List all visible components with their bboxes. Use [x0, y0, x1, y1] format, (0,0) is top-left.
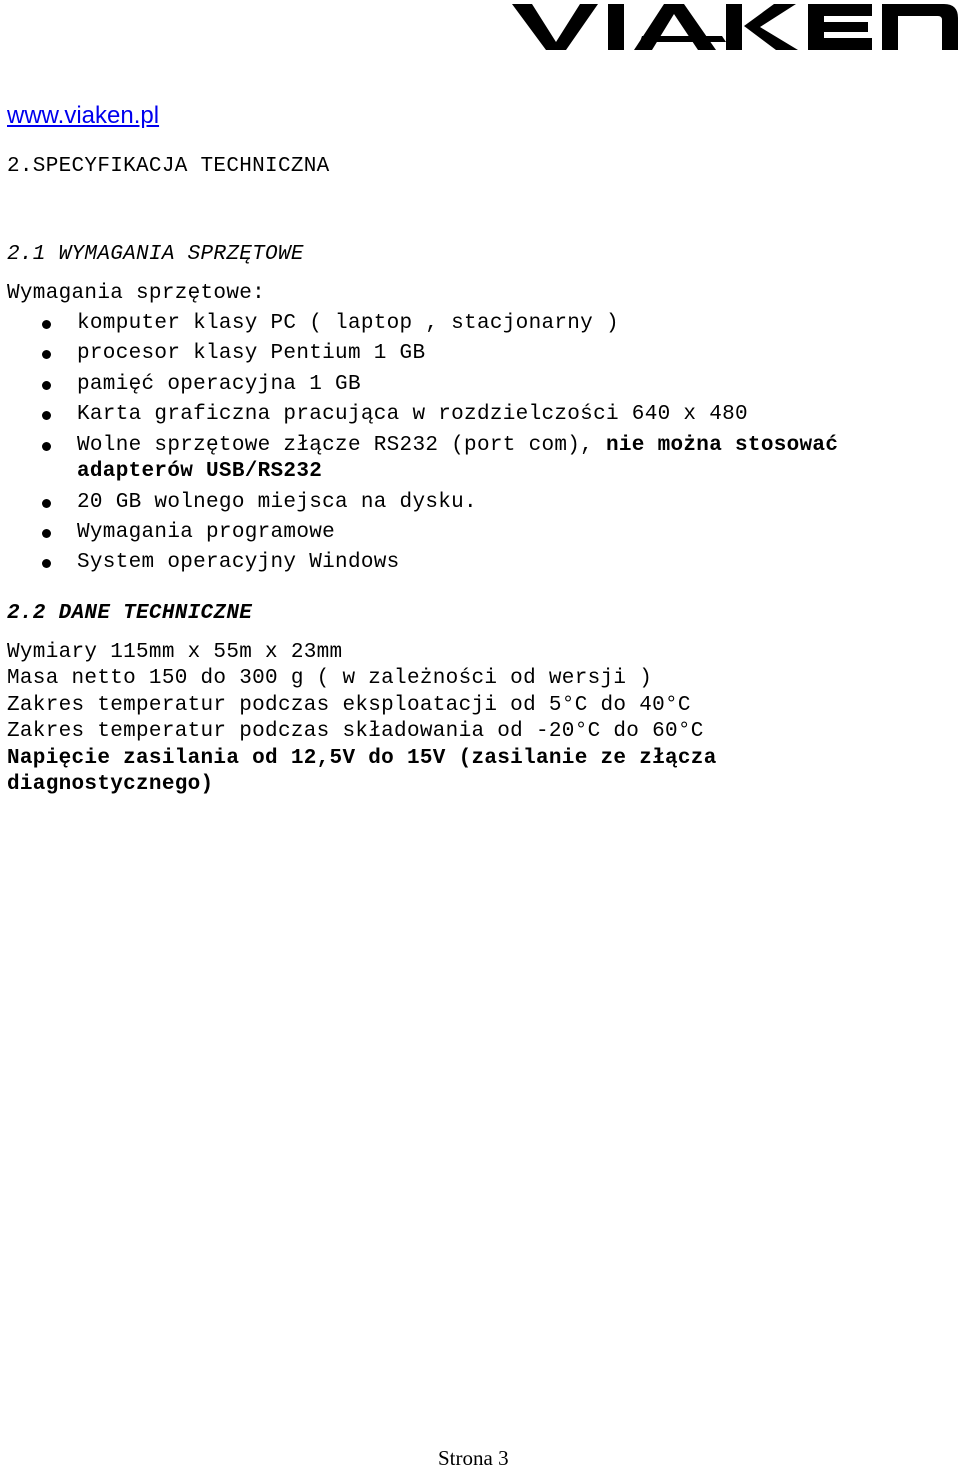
section-2-2-title: 2.2 DANE TECHNICZNE — [7, 602, 253, 625]
list-item-text: Wymagania programowe — [77, 520, 336, 544]
requirements-list — [0, 311, 838, 581]
list-item — [0, 490, 838, 520]
list-item-text: pamięć operacyjna 1 GB — [77, 372, 361, 396]
list-item-text: komputer klasy PC ( laptop , stacjonarny ) — [77, 312, 619, 335]
spec-line-voltage-cont: diagnostycznego) — [7, 772, 214, 796]
spec-line: Wymiary 115mm x 55m x 23mm — [7, 641, 343, 664]
spec-line: Masa netto 150 do 300 g ( w zależności od wersji ) — [7, 667, 653, 691]
list-item — [0, 372, 838, 402]
bullet-icon — [42, 381, 51, 390]
list-item-text-bold-line2: adapterów USB/RS232 — [77, 459, 323, 483]
hardware-requirements-intro: Wymagania sprzętowe: — [7, 282, 266, 305]
bullet-icon — [42, 499, 51, 508]
spec-line: Zakres temperatur podczas składowania od -20°C do 60°C — [7, 720, 704, 744]
list-item — [0, 402, 838, 432]
list-item — [0, 520, 838, 550]
list-item — [0, 341, 838, 371]
page-number: Strona 3 — [438, 1446, 509, 1470]
viaken-logo — [512, 4, 958, 50]
list-item — [0, 311, 838, 341]
bullet-icon — [42, 320, 51, 329]
list-item-text: 20 GB wolnego miejsca na dysku. — [77, 490, 477, 514]
list-item-text — [77, 433, 838, 459]
bullet-icon — [42, 350, 51, 359]
list-item-text: Karta graficzna pracująca w rozdzielczości 640 x 480 — [77, 403, 748, 427]
bullet-icon — [42, 559, 51, 568]
bullet-icon — [42, 529, 51, 538]
list-item-text: System operacyjny Windows — [77, 551, 400, 575]
bullet-icon — [42, 411, 51, 420]
section-2-1-title: 2.1 WYMAGANIA SPRZĘTOWE — [7, 243, 304, 266]
list-item — [0, 433, 838, 490]
bullet-icon — [42, 442, 51, 451]
list-item-text-regular: Wolne sprzętowe złącze RS232 (port com), — [77, 433, 594, 457]
section-2-title: 2.SPECYFIKACJA TECHNICZNA — [7, 155, 330, 178]
list-item-text: procesor klasy Pentium 1 GB — [77, 342, 426, 366]
technical-data — [7, 640, 717, 798]
spec-line-voltage: Napięcie zasilania od 12,5V do 15V (zasilanie ze złącza — [7, 746, 717, 770]
list-item — [0, 550, 838, 580]
list-item-text-bold: nie można stosować — [593, 433, 839, 457]
website-link[interactable]: www.viaken.pl — [7, 102, 160, 129]
spec-line: Zakres temperatur podczas eksploatacji od 5°C do 40°C — [7, 693, 691, 717]
